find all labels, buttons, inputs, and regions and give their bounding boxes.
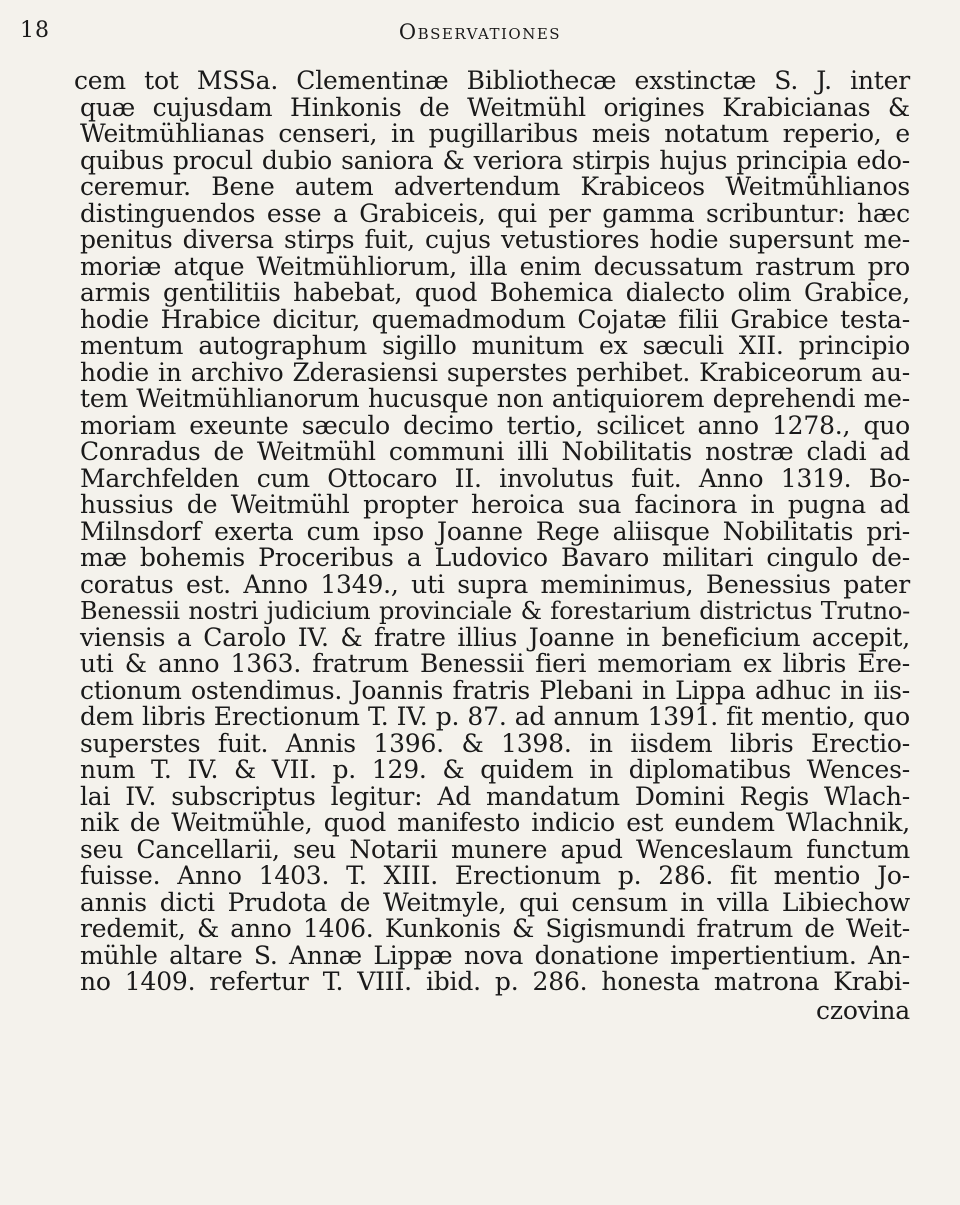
text-line: hodie in archivo Zderasiensi superstes perhibet. Krabiceorum au- [80, 357, 910, 387]
text-line: Weitmühlianas censeri, in pugillaribus meis notatum reperio, e [80, 119, 910, 148]
text-line: Marchfelden cum Ottocaro II. involutus fuit. Anno 1319. Bo- [80, 463, 910, 493]
text-line: ceremur. Bene autem advertendum Krabiceos Weitmühlianos [80, 172, 910, 201]
text-line: coratus est. Anno 1349., uti supra meminimus, Benessius pater [80, 569, 910, 599]
text-line: seu Cancellarii, seu Notarii munere apud Wenceslaum functum [80, 834, 910, 864]
text-line: distinguendos esse a Grabiceis, qui per gamma scribuntur: hæc [80, 198, 910, 228]
text-line: ctionum ostendimus. Joannis fratris Plebani in Lippa adhuc in iis- [80, 675, 910, 705]
text-line: armis gentilitiis habebat, quod Bohemica dialecto olim Grabice, [80, 278, 910, 307]
body-text [74, 66, 910, 1025]
text-line: viensis a Carolo IV. & fratre illius Joanne in beneficium accepit, [80, 622, 910, 652]
text-line: redemit, & anno 1406. Kunkonis & Sigismundi fratrum de Weit- [80, 914, 910, 943]
text-line: hodie Hrabice dicitur, quemadmodum Cojatæ filii Grabice testa- [80, 304, 910, 334]
text-line: nik de Weitmühle, quod manifesto indicio est eundem Wlachnik, [80, 808, 910, 837]
text-line: penitus diversa stirps fuit, cujus vetustiores hodie supersunt me- [80, 225, 910, 254]
running-title: Observationes [398, 20, 562, 44]
text-line: moriam exeunte sæculo decimo tertio, scilicet anno 1278., quo [80, 410, 910, 440]
text-line: mæ bohemis Proceribus a Ludovico Bavaro militari cingulo de- [80, 543, 910, 572]
page-number: 18 [20, 18, 50, 43]
text-line: cem tot MSSa. Clementinæ Bibliothecæ exstinctæ S. J. inter [74, 66, 910, 95]
text-line: num T. IV. & VII. p. 129. & quidem in diplomatibus Wences- [80, 755, 910, 784]
text-line: tem Weitmühlianorum hucusque non antiquiorem deprehendi me- [80, 384, 910, 413]
text-line: fuisse. Anno 1403. T. XIII. Erectionum p. 286. fit mentio Jo- [80, 861, 910, 890]
text-line: uti & anno 1363. fratrum Benessii fieri memoriam ex libris Ere- [80, 649, 910, 678]
text-line: moriæ atque Weitmühliorum, illa enim decussatum rastrum pro [80, 251, 910, 281]
text-line: superstes fuit. Annis 1396. & 1398. in iisdem libris Erectio- [80, 728, 910, 758]
text-line: annis dicti Prudota de Weitmyle, qui censum in villa Libiechow [80, 887, 910, 917]
running-head [0, 0, 960, 60]
text-line: mühle altare S. Annæ Lippæ nova donatione impertientium. An- [80, 940, 910, 970]
text-line: Benessii nostri judicium provinciale & forestarium districtus Trutno- [80, 597, 910, 625]
text-line: hussius de Weitmühl propter heroica sua facinora in pugna ad [80, 490, 910, 519]
catchword: czovina [816, 995, 910, 1025]
text-line: lai IV. subscriptus legitur: Ad mandatum Domini Regis Wlach- [80, 781, 910, 811]
text-line: quæ cujusdam Hinkonis de Weitmühl origines Krabicianas & [80, 92, 910, 122]
text-line: quibus procul dubio saniora & veriora stirpis hujus principia edo- [80, 145, 910, 175]
text-line: dem libris Erectionum T. IV. p. 87. ad annum 1391. fit mentio, quo [80, 702, 910, 731]
text-line: Conradus de Weitmühl communi illi Nobilitatis nostræ cladi ad [80, 437, 910, 466]
text-line: Milnsdorf exerta cum ipso Joanne Rege aliisque Nobilitatis pri- [80, 516, 910, 546]
text-line: no 1409. refertur T. VIII. ibid. p. 286. honesta matrona Krabi- [80, 967, 910, 996]
text-line: mentum autographum sigillo munitum ex sæculi XII. principio [80, 331, 910, 360]
